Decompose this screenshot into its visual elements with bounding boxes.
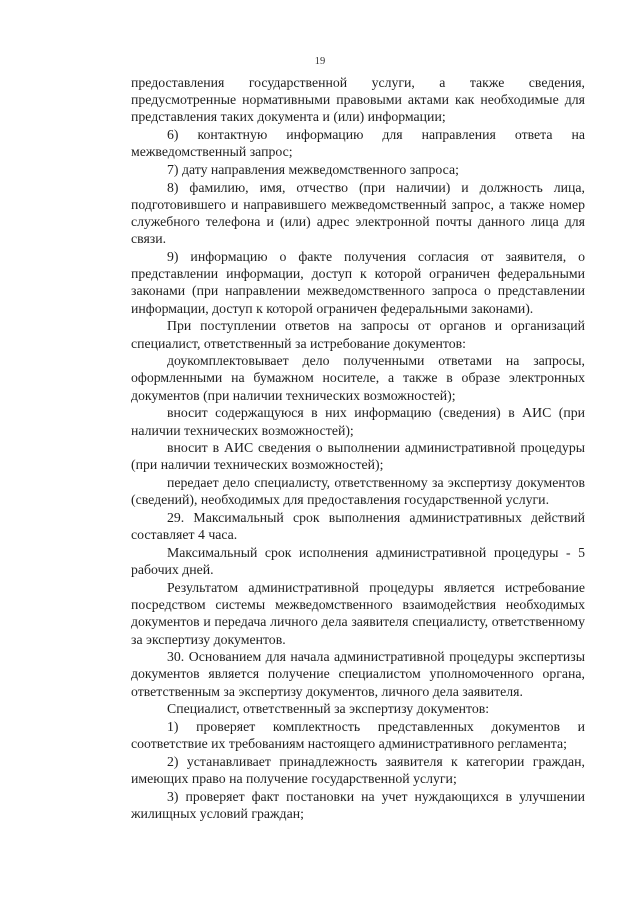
paragraph: доукомплектовывает дело полученными ответами на запросы, оформленными на бумажном носителе, а также в образе электронных документов (при наличии технических возможностей);	[131, 353, 585, 403]
page-number: 19	[314, 56, 326, 67]
paragraph: При поступлении ответов на запросы от органов и организаций специалист, ответственный за истребование документов:	[131, 318, 585, 351]
paragraph: 9) информацию о факте получения согласия от заявителя, о представлении информации, доступ к которой ограничен федеральными законами (при направлении межведомственного запроса о представлении информации, доступ к которой ограничен федеральными законами).	[131, 249, 585, 316]
paragraph: вносит содержащуюся в них информацию (сведения) в АИС (при наличии технических возможностей);	[131, 405, 585, 438]
paragraph: Результатом административной процедуры является истребование посредством системы межведомственного взаимодействия необходимых документов и передача личного дела заявителя специалисту, ответственному за экспертизу документов.	[131, 579, 585, 647]
paragraph: предоставления государственной услуги, а также сведения, предусмотренные нормативными правовыми актами как необходимые для представления таких документа и (или) информации;	[131, 75, 585, 125]
paragraph: 8) фамилию, имя, отчество (при наличии) и должность лица, подготовившего и направившего межведомственный запрос, а также номер служебного телефона и (или) адрес электронной почты данного лица для связи.	[131, 179, 585, 247]
paragraph: 2) устанавливает принадлежность заявителя к категории граждан, имеющих право на получение государственной услуги;	[131, 753, 585, 787]
document-body	[131, 74, 585, 822]
paragraph: передает дело специалисту, ответственному за экспертизу документов (сведений), необходимых для предоставления государственной услуги.	[131, 475, 585, 508]
paragraph: 30. Основанием для начала административной процедуры экспертизы документов является получение специалистом уполномоченного органа, ответственным за экспертизу документов, личного дела заявителя.	[131, 649, 585, 699]
paragraph: 1) проверяет комплектность представленных документов и соответствие их требованиям настоящего административного регламента;	[131, 719, 585, 752]
paragraph: Специалист, ответственный за экспертизу документов:	[167, 701, 490, 717]
paragraph: 7) дату направления межведомственного запроса;	[167, 162, 459, 178]
paragraph: 29. Максимальный срок выполнения административных действий составляет 4 часа.	[131, 510, 585, 543]
paragraph: вносит в АИС сведения о выполнении административной процедуры (при наличии технических возможностей);	[131, 440, 585, 473]
paragraph: Максимальный срок исполнения административной процедуры - 5 рабочих дней.	[131, 544, 585, 578]
paragraph: 6) контактную информацию для направления ответа на межведомственный запрос;	[131, 127, 585, 160]
paragraph: 3) проверяет факт постановки на учет нуждающихся в улучшении жилищных условий граждан;	[131, 788, 585, 822]
